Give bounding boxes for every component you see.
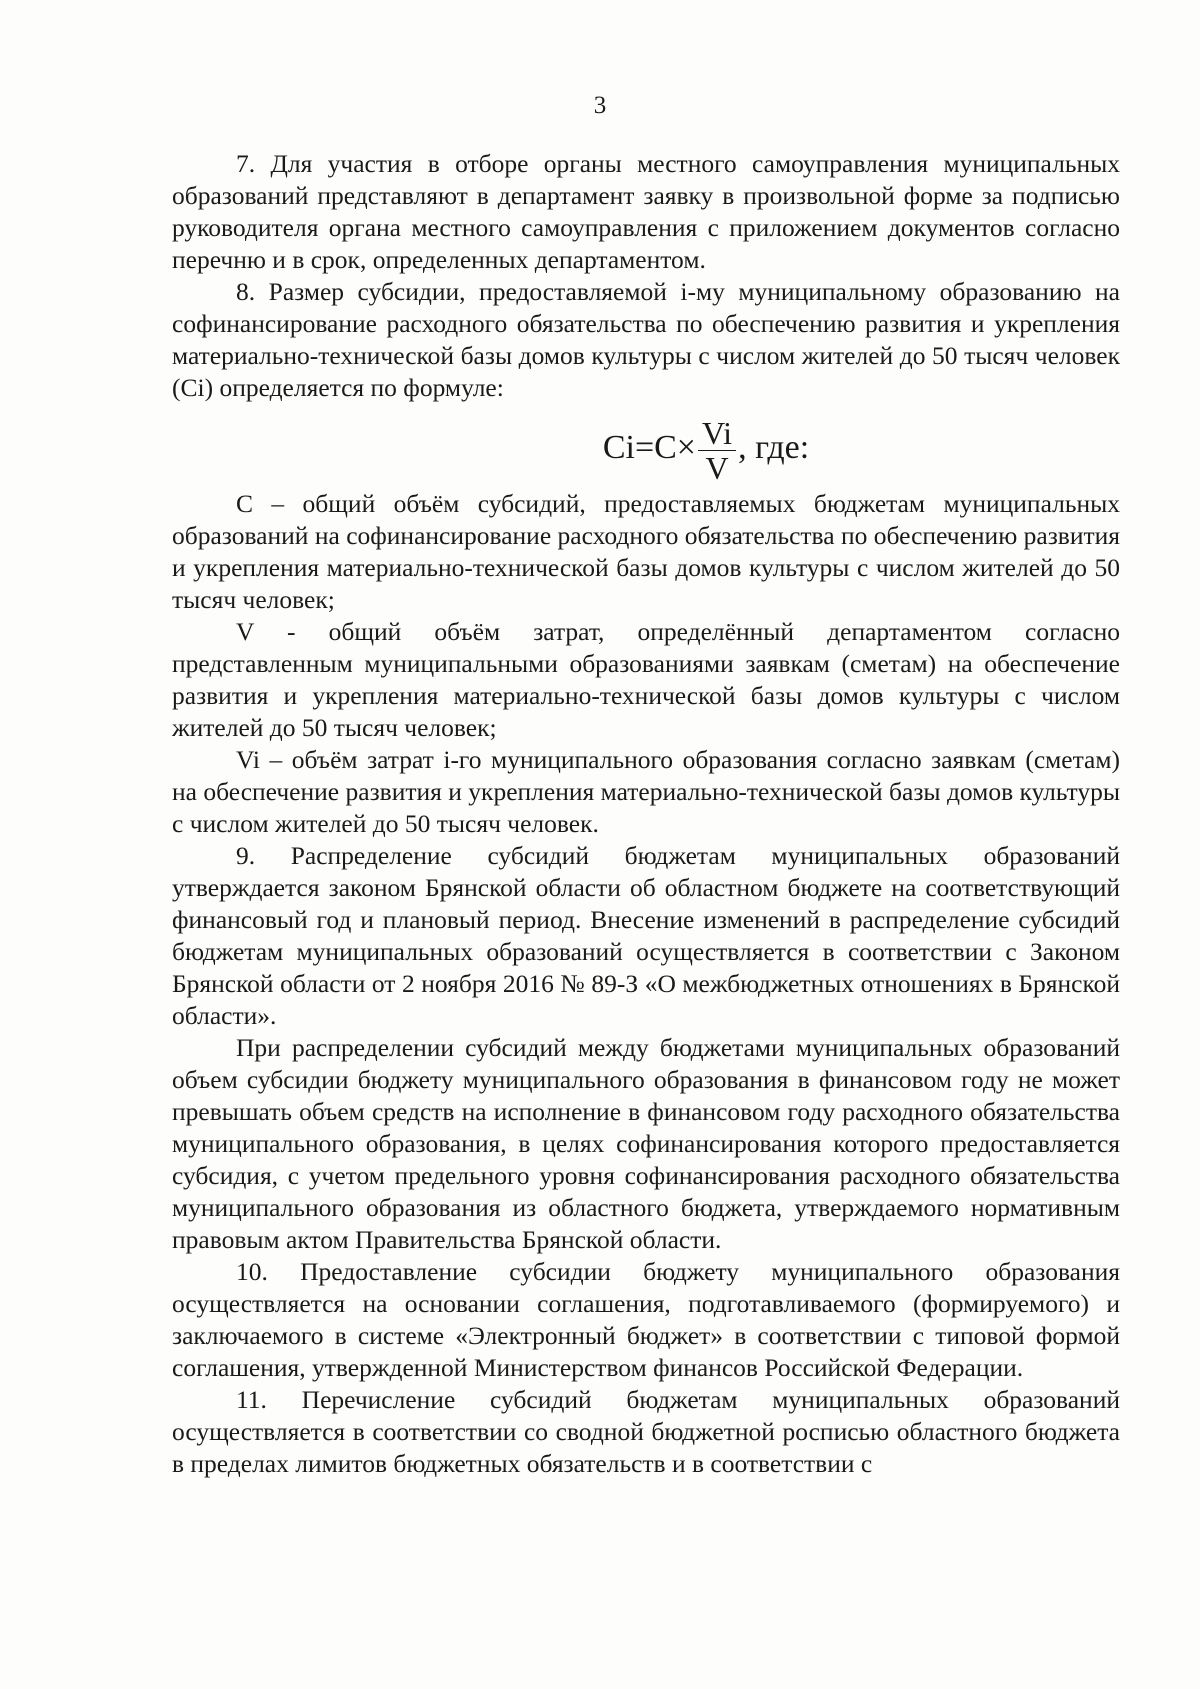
paragraph-8: 8. Размер субсидии, предоставляемой i-му муниципальному образованию на софинансирование расходного обязательства по обеспечению развития и укрепления материально-технической базы домов культуры с числом жителей до 50 тысяч человек (Ci) определяется по формуле:: [172, 277, 1120, 402]
formula-fraction: [698, 416, 736, 485]
paragraph-10: 10. Предоставление субсидии бюджету муниципального образования осуществляется на основании соглашения, подготавливаемого (формируемого) и заключаемого в системе «Электронный бюджет» в соответствии с типовой формой соглашения, утвержденной Министерством финансов Российской Федерации.: [172, 1257, 1120, 1382]
paragraph-9: 9. Распределение субсидий бюджетам муниципальных образований утверждается законом Брянской области об областном бюджете на соответствующий финансовый год и плановый период. Внесение изменений в распределение субсидий бюджетам муниципальных образований осуществляется в соответствии с Законом Брянской области от 2 ноября 2016 № 89-З «О межбюджетных отношениях в Брянской области».: [172, 841, 1120, 1030]
definition-v: V - общий объём затрат, определённый департаментом согласно представленным муниципальными образованиями заявкам (сметам) на обеспечение развития и укрепления материально-технической базы домов культуры с числом жителей до 50 тысяч человек;: [172, 617, 1120, 742]
formula-denominator: V: [705, 449, 729, 486]
subsidy-formula: [172, 410, 1120, 486]
page-number: 3: [593, 92, 607, 119]
definition-c: С – общий объём субсидий, предоставляемых бюджетам муниципальных образований на софинансирование расходного обязательства по обеспечению развития и укрепления материально-технической базы домов культуры с числом жителей до 50 тысяч человек;: [172, 489, 1120, 614]
paragraph-11: 11. Перечисление субсидий бюджетам муниципальных образований осуществляется в соответствии со сводной бюджетной росписью областного бюджета в пределах лимитов бюджетных обязательств и в соответствии с: [172, 1385, 1120, 1478]
document-body: [172, 148, 1120, 1480]
formula-lhs: Ci=C×: [602, 429, 696, 466]
formula-suffix: , где:: [738, 429, 810, 466]
paragraph-9-distribution: При распределении субсидий между бюджетами муниципальных образований объем субсидии бюджету муниципального образования в финансовом году не может превышать объем средств на исполнение в финансовом году расходного обязательства муниципального образования, в целях софинансирования которого предоставляется субсидия, с учетом предельного уровня софинансирования расходного обязательства муниципального образования из областного бюджета, утверждаемого нормативным правовым актом Правительства Брянской области.: [172, 1033, 1120, 1254]
formula-numerator: Vi: [698, 416, 736, 451]
definition-vi: Vi – объём затрат i-го муниципального образования согласно заявкам (сметам) на обеспечение развития и укрепления материально-технической базы домов культуры с числом жителей до 50 тысяч человек.: [172, 745, 1120, 838]
paragraph-7: 7. Для участия в отборе органы местного самоуправления муниципальных образований представляют в департамент заявку в произвольной форме за подписью руководителя органа местного самоуправления с приложением документов согласно перечню и в срок, определенных департаментом.: [172, 149, 1120, 274]
